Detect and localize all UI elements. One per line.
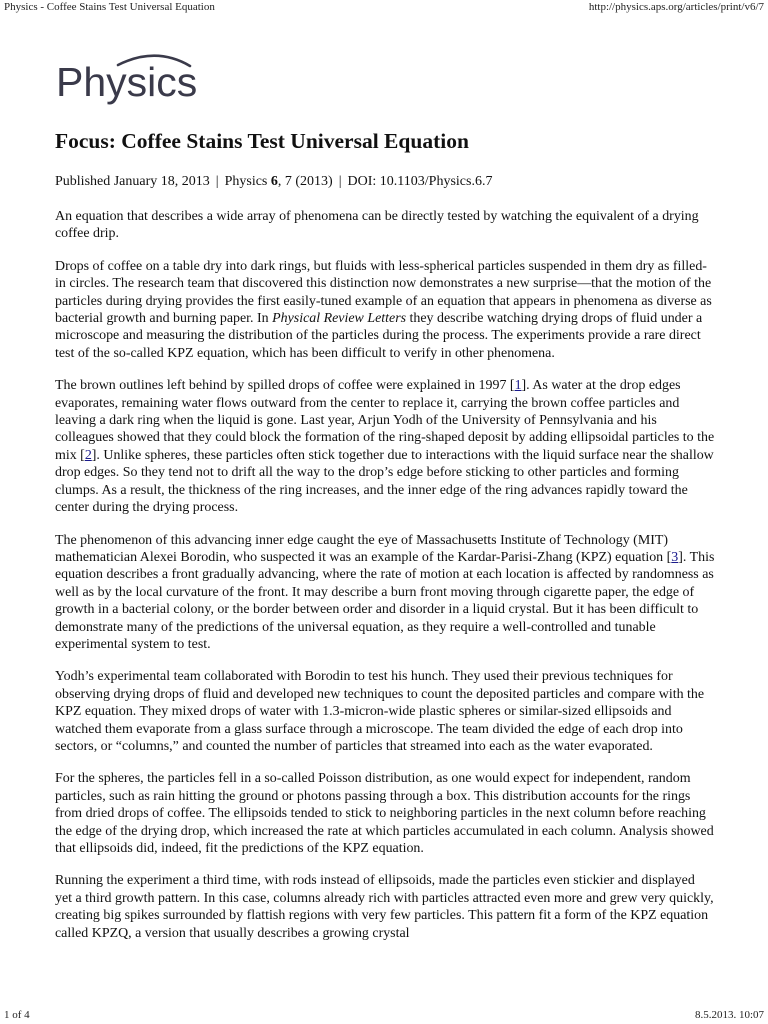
citation-link-1[interactable]: 1 [514, 378, 522, 394]
article-paragraph: Yodh’s experimental team collaborated with Borodin to test his hunch. They used their previous techniques for observing drying drops of fluid and developed new techniques to count the deposited particles and compare with the KPZ equation. They mixed drops of water with 1.3-micron-wide plastic spheres or similar-sized ellipsoids and watched them evaporate from a glass surface through a microscope. The team divided the edge of each drop into sectors, or “columns,” and counted the number of particles that streamed into each as the water evaporated. [55, 669, 705, 754]
article-meta [55, 173, 715, 191]
published-date: Published January 18, 2013 [55, 174, 210, 189]
article-paragraph: The brown outlines left behind by spilled drops of coffee were explained in 1997 [1]. As water at the drop edges evaporates, remaining water flows outward from the center to replace it, carrying the brown coffee particles and leaving a dark ring when the liquid is gone. Last year, Arjun Yodh of the University of Pennsylvania and his colleagues showed that they could block the formation of the ring-shaped deposit by adding ellipsoidal particles to the mix [2]. Unlike spheres, these particles often stick together due to interactions with the liquid surface near the shallow drop edges. So they tend not to drift all the way to the drop’s edge before sticking to other particles and forming clumps. As a result, the thickness of the ring increases, and the inner edge of the ring advances rapidly toward the center during the drying process. [55, 378, 715, 516]
citation-link-3[interactable]: 3 [671, 549, 679, 565]
journal-name: Physics [224, 174, 268, 189]
meta-separator: | [338, 174, 342, 189]
print-footer [0, 1010, 768, 1024]
meta-separator: | [215, 174, 219, 189]
svg-text:Physics: Physics [56, 59, 198, 105]
article-title: Focus: Coffee Stains Test Universal Equation [55, 129, 469, 153]
page-url: http://physics.aps.org/articles/print/v6/7 [588, 1, 764, 13]
physics-logo-image [56, 52, 216, 108]
article-doi: DOI: 10.1103/Physics.6.7 [347, 174, 493, 189]
article-number: , 7 (2013) [277, 174, 333, 189]
journal-reference: Physical Review Letters [272, 311, 407, 327]
page-title-header: Physics - Coffee Stains Test Universal Equation [4, 1, 215, 13]
physics-logo[interactable] [56, 52, 216, 108]
print-header [0, 0, 768, 14]
article-paragraph: For the spheres, the particles fell in a so-called Poisson distribution, as one would expect for independent, random particles, such as rain hitting the ground or photons passing through a box. This distribution accounts for the rings from dried drops of coffee. The ellipsoids tended to stick to neighboring particles in the next column before reaching the edge of the drying drop, which increased the rate at which particles accumulated in each column. Analysis showed that ellipsoids did, indeed, fit the predictions of the KPZ equation. [55, 771, 714, 856]
print-timestamp: 8.5.2013. 10:07 [694, 1009, 764, 1021]
page-count: 1 of 4 [4, 1009, 30, 1021]
article-paragraph: Drops of coffee on a table dry into dark rings, but fluids with less-spherical particles suspended in them dry as filled-in circles. The research team that discovered this distinction now demonstrates a new surprise—that the motion of the particles during drying provides the first easily-tuned example of an equation that appears in phenomena as diverse as bacterial growth and burning paper. In Physical Review Letters they describe watching drying drops of fluid under a microscope and measuring the distribution of the particles during the process. The experiments provide a rare direct test of the so-called KPZ equation, which has been difficult to verify in other phenomena. [55, 258, 712, 361]
journal-volume: 6 [270, 174, 278, 189]
article-paragraph: The phenomenon of this advancing inner edge caught the eye of Massachusetts Institute of Technology (MIT) mathematician Alexei Borodin, who suspected it was an example of the Kardar-Parisi-Zhang (KPZ) equation [3]. This equation describes a front gradually advancing, where the rate of motion at each location is affected by randomness as well as by the local curvature of the front. It may describe a burn front moving through cigarette paper, the edge of growth in a bacterial colony, or the border between order and disorder in a liquid crystal. But it has been difficult to demonstrate many of the predictions of the universal equation, as they require a well-controlled and tunable experimental system to test. [55, 532, 715, 652]
article [55, 127, 715, 957]
article-paragraph: Running the experiment a third time, with rods instead of ellipsoids, made the particles even stickier and displayed yet a third growth pattern. In this case, columns already rich with particles attracted even more and grew very quickly, creating big spikes surrounded by flattish regions with very few particles. This pattern fit a form of the KPZ equation called KPZQ, a version that usually describes a growing crystal [55, 873, 714, 941]
citation-link-2[interactable]: 2 [84, 447, 92, 463]
article-dek: An equation that describes a wide array of phenomena can be directly tested by watching the equivalent of a drying coffee drip. [55, 209, 699, 242]
